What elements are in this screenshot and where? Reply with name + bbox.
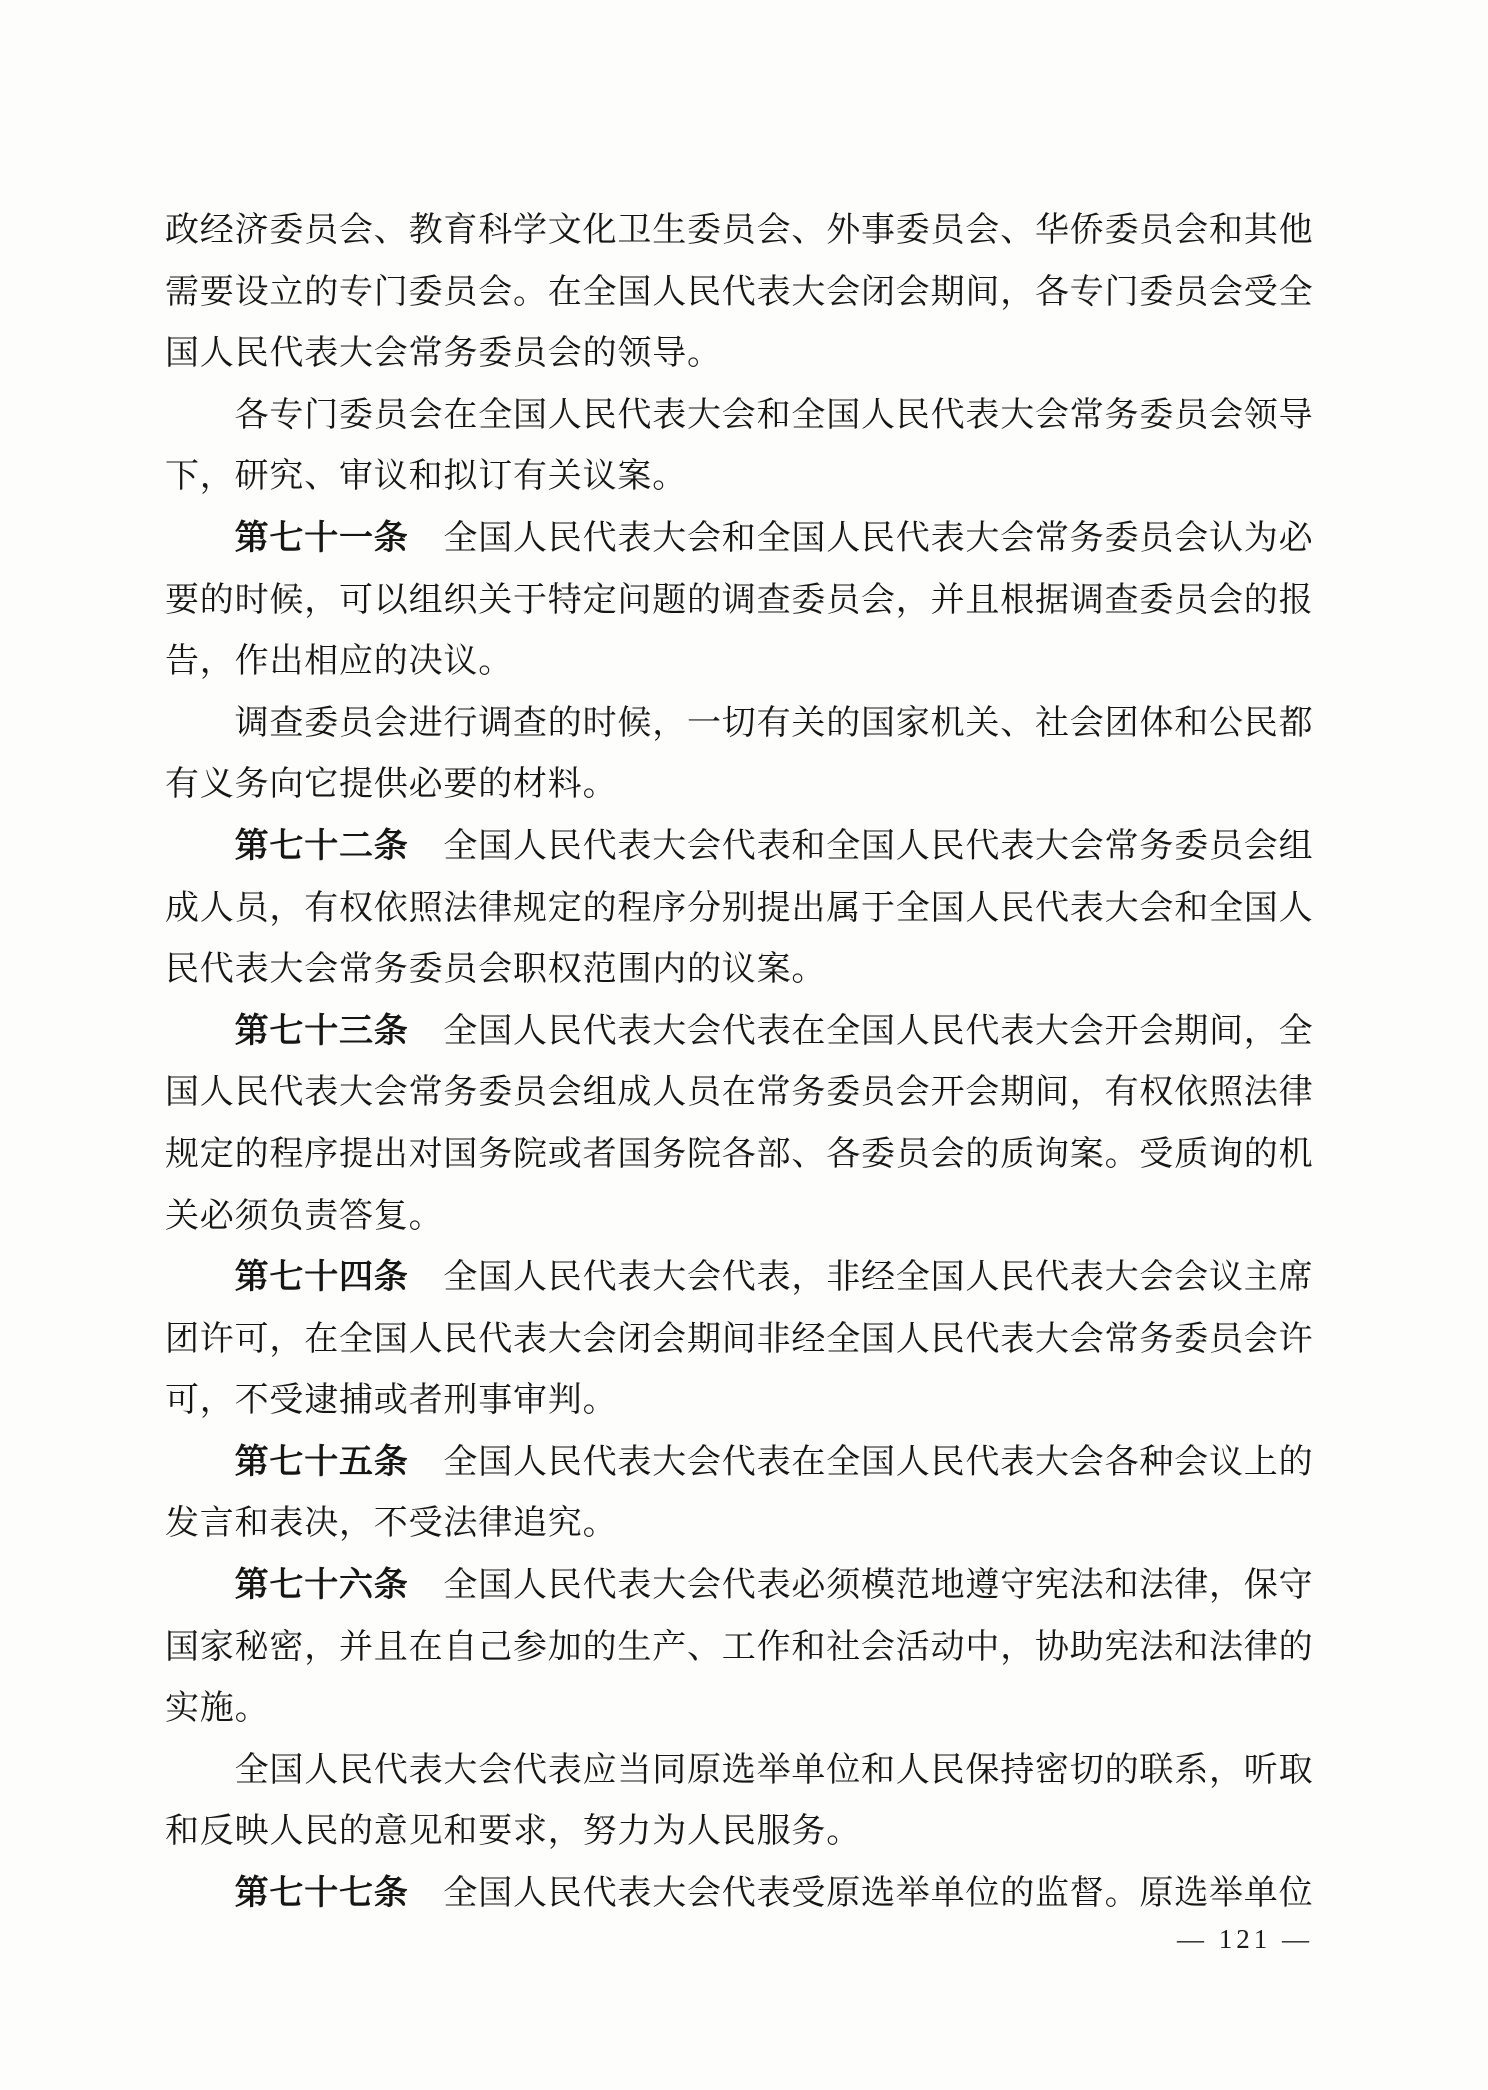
text-line-content: 下，研究、审议和拟订有关议案。	[165, 458, 687, 496]
article-number-heading: 第七十一条	[234, 518, 409, 557]
text-line-content: 全国人民代表大会代表在全国人民代表大会开会期间，全	[443, 1012, 1314, 1050]
text-line	[165, 262, 1317, 324]
text-line-content: 需要设立的专门委员会。在全国人民代表大会闭会期间，各专门委员会受全	[165, 273, 1314, 311]
page-body-text	[165, 200, 1317, 1925]
article-number-heading: 第七十七条	[234, 1874, 409, 1913]
text-line	[165, 1309, 1317, 1371]
text-line	[165, 323, 1317, 385]
text-line	[165, 570, 1317, 632]
page-number: — 121 —	[1177, 1924, 1313, 1954]
text-line	[165, 1678, 1317, 1740]
text-line-content: 全国人民代表大会和全国人民代表大会常务委员会认为必	[443, 519, 1314, 557]
text-line-content: 国人民代表大会常务委员会的领导。	[165, 335, 722, 373]
text-line	[165, 693, 1317, 755]
text-line	[165, 939, 1317, 1001]
text-line	[165, 1617, 1317, 1679]
text-line-content: 成人员，有权依照法律规定的程序分别提出属于全国人民代表大会和全国人	[165, 889, 1314, 927]
text-line-content: 国人民代表大会常务委员会组成人员在常务委员会开会期间，有权依照法律	[165, 1074, 1314, 1112]
text-line	[165, 1370, 1317, 1432]
text-line	[165, 1432, 1317, 1494]
text-line-content: 调查委员会进行调查的时候，一切有关的国家机关、社会团体和公民都	[234, 704, 1314, 742]
article-number-heading: 第七十五条	[234, 1442, 409, 1481]
text-line-content: 实施。	[165, 1690, 270, 1728]
text-line-content: 全国人民代表大会代表和全国人民代表大会常务委员会组	[443, 827, 1314, 865]
text-line	[165, 1801, 1317, 1863]
text-line-content: 可，不受逮捕或者刑事审判。	[165, 1382, 618, 1420]
text-line-content: 告，作出相应的决议。	[165, 643, 513, 681]
text-line-content: 全国人民代表大会代表必须模范地遵守宪法和法律，保守	[443, 1567, 1314, 1605]
text-line-content: 团许可，在全国人民代表大会闭会期间非经全国人民代表大会常务委员会许	[165, 1320, 1314, 1358]
article-number-heading: 第七十二条	[234, 826, 409, 865]
text-line	[165, 1863, 1317, 1925]
text-line-content: 和反映人民的意见和要求，努力为人民服务。	[165, 1813, 861, 1851]
text-line-content: 有义务向它提供必要的材料。	[165, 766, 618, 804]
text-line-content: 全国人民代表大会代表受原选举单位的监督。原选举单位	[443, 1875, 1314, 1913]
text-line	[165, 200, 1317, 262]
text-line	[165, 1062, 1317, 1124]
text-line	[165, 816, 1317, 878]
text-line-content: 全国人民代表大会代表，非经全国人民代表大会会议主席	[443, 1259, 1314, 1297]
text-line-content: 全国人民代表大会代表在全国人民代表大会各种会议上的	[443, 1443, 1314, 1481]
text-line-content: 全国人民代表大会代表应当同原选举单位和人民保持密切的联系，听取	[234, 1751, 1314, 1789]
text-line	[165, 1493, 1317, 1555]
text-line-content: 各专门委员会在全国人民代表大会和全国人民代表大会常务委员会领导	[234, 396, 1314, 434]
text-line-content: 要的时候，可以组织关于特定问题的调查委员会，并且根据调查委员会的报	[165, 581, 1314, 619]
text-line	[165, 1124, 1317, 1186]
text-line	[165, 1740, 1317, 1802]
article-number-heading: 第七十三条	[234, 1011, 409, 1050]
text-line	[165, 631, 1317, 693]
text-line	[165, 508, 1317, 570]
text-line	[165, 446, 1317, 508]
text-line-content: 政经济委员会、教育科学文化卫生委员会、外事委员会、华侨委员会和其他	[165, 212, 1314, 249]
article-number-heading: 第七十四条	[234, 1258, 409, 1297]
text-line	[165, 878, 1317, 940]
text-line	[165, 1001, 1317, 1063]
text-line	[165, 754, 1317, 816]
text-line	[165, 1555, 1317, 1617]
article-number-heading: 第七十六条	[234, 1566, 409, 1605]
text-line-content: 规定的程序提出对国务院或者国务院各部、各委员会的质询案。受质询的机	[165, 1135, 1314, 1173]
text-line-content: 关必须负责答复。	[165, 1197, 444, 1235]
text-line	[165, 385, 1317, 447]
text-line-content: 发言和表决，不受法律追究。	[165, 1505, 618, 1543]
text-line	[165, 1247, 1317, 1309]
text-line	[165, 1186, 1317, 1248]
text-line-content: 国家秘密，并且在自己参加的生产、工作和社会活动中，协助宪法和法律的	[165, 1628, 1314, 1666]
text-line-content: 民代表大会常务委员会职权范围内的议案。	[165, 951, 827, 989]
